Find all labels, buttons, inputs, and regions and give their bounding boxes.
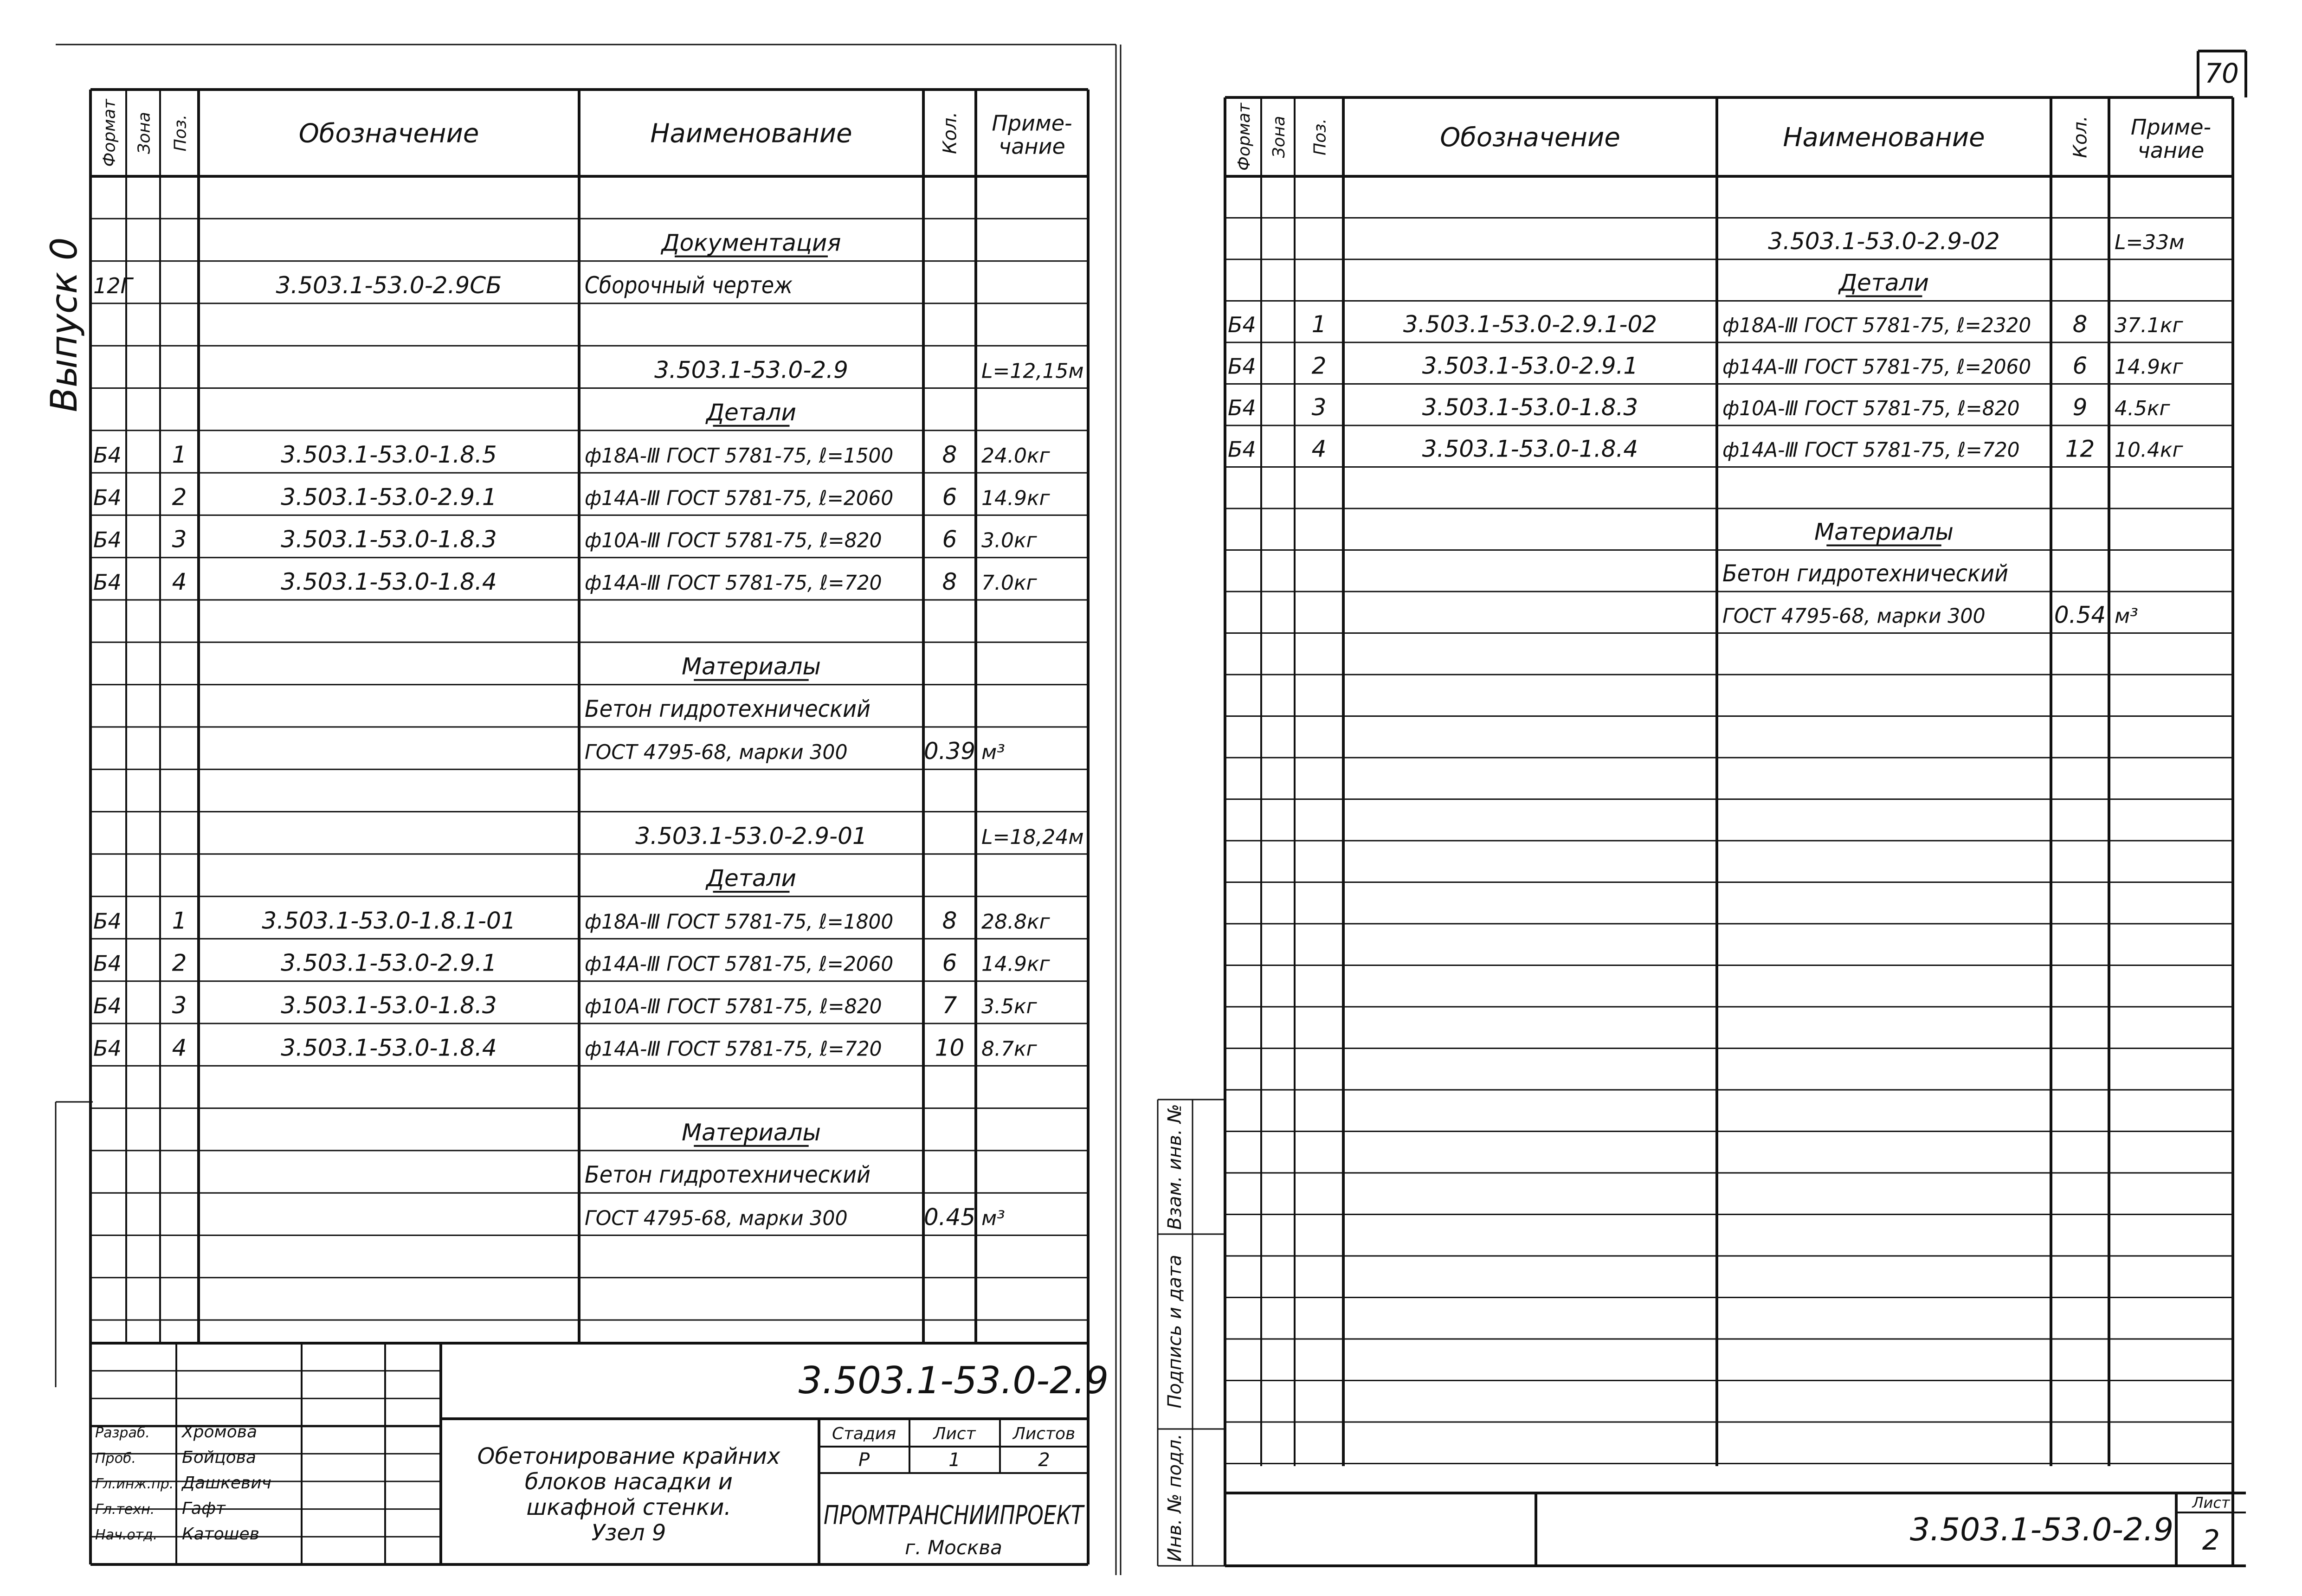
cell-name: Бетон гидротехнический <box>1722 560 2008 587</box>
col-name-header: Наименование <box>1783 122 1985 153</box>
cell-designation: 3.503.1-53.0-1.8.4 <box>281 1034 497 1062</box>
cell-designation: 3.503.1-53.0-1.8.3 <box>281 992 497 1019</box>
cell-note: 8.7кг <box>981 1037 1037 1061</box>
rf-designation: 3.503.1-53.0-2.9 <box>1909 1512 2174 1548</box>
cell-qty: 8 <box>942 441 957 469</box>
cell-designation: 3.503.1-53.0-1.8.1-01 <box>262 907 516 934</box>
right-spec-table <box>1225 97 2233 1466</box>
cell-pos: 3 <box>172 526 187 553</box>
cell-qty: 9 <box>2072 394 2088 421</box>
col-note-header: чание <box>999 134 1065 159</box>
col-zone-header: Зона <box>1270 116 1289 158</box>
section-header: Детали <box>706 399 797 426</box>
section-header: Детали <box>706 865 797 892</box>
cell-designation: 3.503.1-53.0-1.8.5 <box>281 441 497 469</box>
cell-designation: 3.503.1-53.0-2.9.1 <box>281 483 497 511</box>
left-stub <box>56 1102 93 1387</box>
cell-note: 4.5кг <box>2115 397 2170 420</box>
col-qty-header: Кол. <box>939 111 961 154</box>
tb-title-line: Обетонирование крайних <box>477 1443 780 1469</box>
tb-name: Хромова <box>182 1422 257 1442</box>
cell-pos: 2 <box>172 949 187 977</box>
tb-name: Дашкевич <box>182 1474 271 1493</box>
cell-designation: 3.503.1-53.0-2.9.1 <box>1422 352 1638 380</box>
cell-qty: 8 <box>942 907 957 934</box>
cell-qty: 8 <box>942 568 957 595</box>
col-zone-header: Зона <box>135 112 154 154</box>
tb-role: Нач.отд. <box>95 1527 158 1543</box>
tb-role: Гл.техн. <box>95 1501 155 1518</box>
col-format-header: Формат <box>1235 103 1254 171</box>
tb-city: г. Москва <box>905 1536 1002 1559</box>
margin-note: Выпуск 0 <box>44 237 85 412</box>
cell-name: ф14А-Ⅲ ГОСТ 5781-75, ℓ=2060 <box>585 952 894 976</box>
tb-stage-label: Стадия <box>832 1424 896 1443</box>
cell-name: ф14А-Ⅲ ГОСТ 5781-75, ℓ=720 <box>1722 438 2020 462</box>
tb-sheet: 1 <box>948 1449 961 1471</box>
tb-title-line: блоков насадки и <box>525 1469 733 1495</box>
cell-format: Б4 <box>1228 437 1256 462</box>
cell-name: ф14А-Ⅲ ГОСТ 5781-75, ℓ=720 <box>585 571 882 595</box>
cell-note: 14.9кг <box>981 952 1050 976</box>
tb-sheets-label: Листов <box>1012 1424 1076 1443</box>
tb-role: Гл.инж.пр. <box>95 1476 174 1492</box>
left-spec-table <box>90 90 1088 1343</box>
cell-designation: 3.503.1-53.0-1.8.4 <box>281 568 497 595</box>
cell-pos: 4 <box>172 1034 187 1062</box>
stamp-inv-repl: Взам. инв. № <box>1164 1104 1186 1230</box>
cell-qty: 6 <box>942 526 957 553</box>
cell-format: 12Г <box>93 273 133 298</box>
cell-pos: 3 <box>172 992 187 1019</box>
col-format-header: Формат <box>100 99 119 167</box>
cell-note: 28.8кг <box>981 910 1050 934</box>
tb-org: ПРОМТРАНСНИИПРОЕКТ <box>824 1500 1085 1531</box>
variant-designation: 3.503.1-53.0-2.9-01 <box>635 822 867 849</box>
section-header: Материалы <box>682 653 821 680</box>
page-number-box <box>2198 51 2246 97</box>
cell-note: 37.1кг <box>2115 314 2183 337</box>
cell-note: 14.9кг <box>2115 355 2183 379</box>
cell-name: ГОСТ 4795-68, марки 300 <box>1722 604 1986 628</box>
cell-designation: 3.503.1-53.0-1.8.4 <box>1422 435 1638 463</box>
cell-name: ф18А-Ⅲ ГОСТ 5781-75, ℓ=2320 <box>1722 314 2031 337</box>
tb-stage: Р <box>858 1449 870 1471</box>
tb-name: Гафт <box>182 1499 226 1518</box>
cell-designation: 3.503.1-53.0-2.9.1 <box>281 949 497 977</box>
rf-sheet-label: Лист <box>2192 1494 2230 1512</box>
cell-qty: 0.45 <box>923 1203 976 1231</box>
cell-format: Б4 <box>1228 395 1256 420</box>
variant-designation: 3.503.1-53.0-2.9-02 <box>1768 228 2000 255</box>
tb-sheets: 2 <box>1038 1449 1050 1471</box>
cell-pos: 4 <box>172 568 187 595</box>
cell-format: Б4 <box>93 1036 122 1061</box>
cell-designation: 3.503.1-53.0-2.9.1-02 <box>1403 311 1657 338</box>
cell-note: L=18,24м <box>981 825 1084 849</box>
right-footer-stamp <box>1225 1466 2246 1566</box>
page-number: 70 <box>2205 58 2239 89</box>
cell-note: 7.0кг <box>981 571 1037 595</box>
cell-pos: 1 <box>1311 311 1327 338</box>
cell-pos: 2 <box>1311 352 1327 380</box>
tb-sheet-label: Лист <box>933 1424 976 1443</box>
cell-format: Б4 <box>93 485 122 510</box>
cell-name: Бетон гидротехнический <box>585 695 871 722</box>
cell-name: ф14А-Ⅲ ГОСТ 5781-75, ℓ=720 <box>585 1037 882 1061</box>
cell-note: м³ <box>2115 604 2138 628</box>
col-note-header: Приме- <box>992 110 1072 136</box>
cell-designation: 3.503.1-53.0-2.9СБ <box>276 271 502 299</box>
cell-format: Б4 <box>1228 354 1256 379</box>
cell-name: ф18А-Ⅲ ГОСТ 5781-75, ℓ=1800 <box>585 910 894 934</box>
cell-name: ф10А-Ⅲ ГОСТ 5781-75, ℓ=820 <box>585 528 882 553</box>
cell-name: ГОСТ 4795-68, марки 300 <box>585 1206 848 1230</box>
section-header: Детали <box>1838 269 1929 296</box>
cell-qty: 7 <box>942 992 957 1019</box>
col-note-header: Приме- <box>2130 115 2212 140</box>
cell-name: Сборочный чертеж <box>585 271 793 299</box>
cell-name: ф10А-Ⅲ ГОСТ 5781-75, ℓ=820 <box>585 995 882 1018</box>
cell-note: 10.4кг <box>2115 438 2183 462</box>
cell-name: ф14А-Ⅲ ГОСТ 5781-75, ℓ=2060 <box>1722 355 2031 379</box>
section-header: Материалы <box>682 1119 821 1146</box>
cell-qty: 6 <box>2072 352 2088 380</box>
col-note-header: чание <box>2137 138 2205 163</box>
cell-name: Бетон гидротехнический <box>585 1161 871 1189</box>
cell-note: L=12,15м <box>981 359 1084 383</box>
tb-designation: 3.503.1-53.0-2.9 <box>798 1359 1109 1402</box>
cell-designation: 3.503.1-53.0-1.8.3 <box>281 526 497 553</box>
cell-qty: 0.54 <box>2054 601 2106 629</box>
cell-format: Б4 <box>1228 312 1256 337</box>
cell-format: Б4 <box>93 908 122 934</box>
cell-format: Б4 <box>93 443 122 468</box>
cell-qty: 6 <box>942 483 957 511</box>
cell-note: м³ <box>981 1206 1005 1230</box>
cell-note: м³ <box>981 740 1005 765</box>
cell-note: 3.0кг <box>981 528 1037 553</box>
cell-name: ГОСТ 4795-68, марки 300 <box>585 740 848 765</box>
section-header: Документация <box>661 229 841 257</box>
tb-name: Бойцова <box>182 1448 256 1467</box>
section-header: Материалы <box>1814 518 1954 546</box>
tb-title-line: Узел 9 <box>591 1520 666 1546</box>
cell-qty: 6 <box>942 949 957 977</box>
cell-qty: 8 <box>2072 311 2088 338</box>
cell-pos: 4 <box>1311 435 1327 463</box>
col-name-header: Наименование <box>650 118 852 149</box>
col-pos-header: Поз. <box>1310 118 1330 155</box>
stamp-inv-orig: Инв. № подл. <box>1164 1434 1186 1562</box>
tb-title-line: шкафной стенки. <box>526 1494 731 1520</box>
col-designation-header: Обозначение <box>298 118 479 149</box>
cell-pos: 2 <box>172 483 187 511</box>
cell-pos: 1 <box>172 907 187 934</box>
cell-name: ф14А-Ⅲ ГОСТ 5781-75, ℓ=2060 <box>585 486 894 510</box>
cell-pos: 1 <box>172 441 187 469</box>
col-pos-header: Поз. <box>171 114 190 152</box>
cell-qty: 0.39 <box>923 738 976 765</box>
col-qty-header: Кол. <box>2070 116 2091 158</box>
cell-qty: 12 <box>2065 435 2095 463</box>
cell-format: Б4 <box>93 993 122 1018</box>
variant-designation: 3.503.1-53.0-2.9 <box>654 356 848 384</box>
side-stamp <box>1158 1100 1225 1566</box>
tb-role: Разраб. <box>95 1425 150 1441</box>
cell-name: ф10А-Ⅲ ГОСТ 5781-75, ℓ=820 <box>1722 397 2020 420</box>
cell-name: ф18А-Ⅲ ГОСТ 5781-75, ℓ=1500 <box>585 444 894 468</box>
cell-note: 24.0кг <box>981 444 1050 468</box>
tb-role: Проб. <box>95 1450 136 1467</box>
cell-format: Б4 <box>93 527 122 553</box>
stamp-sign-date: Подпись и дата <box>1164 1255 1186 1409</box>
cell-note: L=33м <box>2115 231 2185 254</box>
cell-format: Б4 <box>93 951 122 976</box>
col-designation-header: Обозначение <box>1440 122 1620 153</box>
cell-note: 14.9кг <box>981 486 1050 510</box>
cell-designation: 3.503.1-53.0-1.8.3 <box>1422 394 1638 421</box>
cell-pos: 3 <box>1311 394 1327 421</box>
cell-note: 3.5кг <box>981 995 1037 1018</box>
cell-qty: 10 <box>935 1034 965 1062</box>
tb-name: Катошев <box>182 1525 259 1544</box>
title-block <box>90 1343 1109 1564</box>
cell-format: Б4 <box>93 570 122 595</box>
rf-sheet: 2 <box>2202 1524 2220 1557</box>
